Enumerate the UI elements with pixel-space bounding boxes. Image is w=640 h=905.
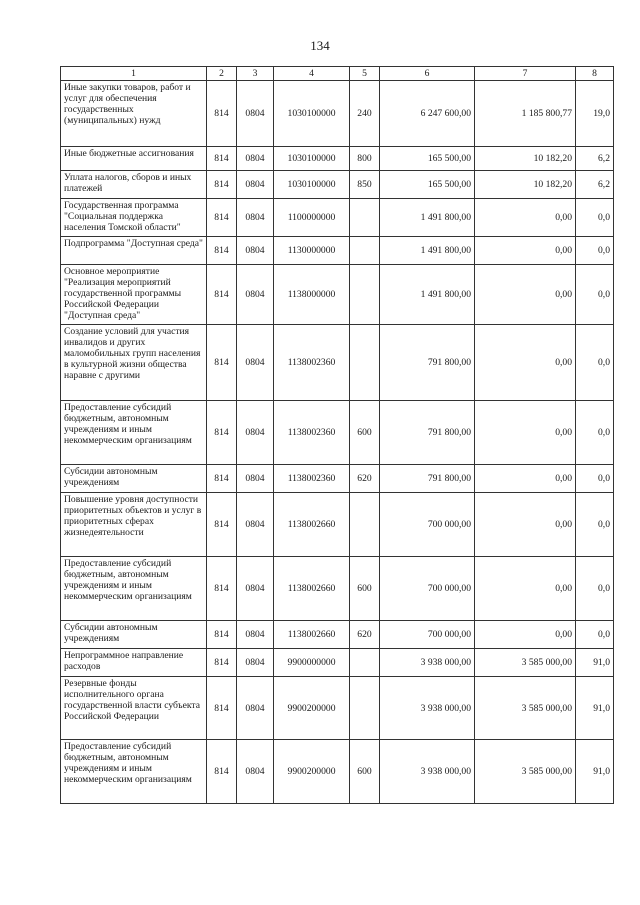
cell-col5 <box>350 493 380 557</box>
cell-col7: 10 182,20 <box>475 171 576 199</box>
cell-col7: 0,00 <box>475 199 576 237</box>
row-name: Субсидии автономным учреждениям <box>61 465 207 493</box>
cell-col8: 6,2 <box>576 171 614 199</box>
cell-col8: 0,0 <box>576 557 614 621</box>
cell-col3: 0804 <box>237 493 274 557</box>
cell-col2: 814 <box>207 677 237 740</box>
cell-col4: 1138002660 <box>274 557 350 621</box>
cell-col5: 620 <box>350 621 380 649</box>
cell-col3: 0804 <box>237 81 274 147</box>
cell-col5 <box>350 237 380 265</box>
cell-col5: 240 <box>350 81 380 147</box>
cell-col4: 1030100000 <box>274 147 350 171</box>
cell-col4: 1100000000 <box>274 199 350 237</box>
cell-col5: 800 <box>350 147 380 171</box>
row-name: Повышение уровня доступности приоритетных объектов и услуг в приоритетных сферах жизнедеятельности <box>61 493 207 557</box>
row-name: Резервные фонды исполнительного органа государственной власти субъекта Российской Федерации <box>61 677 207 740</box>
cell-col3: 0804 <box>237 265 274 325</box>
cell-col7: 3 585 000,00 <box>475 677 576 740</box>
table-row <box>61 171 614 199</box>
cell-col8: 6,2 <box>576 147 614 171</box>
cell-col2: 814 <box>207 265 237 325</box>
cell-col2: 814 <box>207 171 237 199</box>
cell-col4: 9900200000 <box>274 740 350 804</box>
cell-col6: 700 000,00 <box>380 557 475 621</box>
cell-col2: 814 <box>207 465 237 493</box>
table-row <box>61 265 614 325</box>
cell-col3: 0804 <box>237 171 274 199</box>
cell-col5: 600 <box>350 557 380 621</box>
table-row <box>61 237 614 265</box>
cell-col4: 1130000000 <box>274 237 350 265</box>
cell-col3: 0804 <box>237 199 274 237</box>
cell-col8: 0,0 <box>576 265 614 325</box>
cell-col4: 9900200000 <box>274 677 350 740</box>
table-row <box>61 465 614 493</box>
table-row <box>61 740 614 804</box>
row-name: Иные бюджетные ассигнования <box>61 147 207 171</box>
cell-col6: 700 000,00 <box>380 621 475 649</box>
cell-col3: 0804 <box>237 401 274 465</box>
table-body <box>61 81 614 804</box>
cell-col2: 814 <box>207 237 237 265</box>
cell-col6: 1 491 800,00 <box>380 199 475 237</box>
cell-col2: 814 <box>207 493 237 557</box>
cell-col5: 620 <box>350 465 380 493</box>
cell-col7: 0,00 <box>475 557 576 621</box>
column-header: 3 <box>237 67 274 81</box>
cell-col2: 814 <box>207 649 237 677</box>
cell-col2: 814 <box>207 199 237 237</box>
table-row <box>61 677 614 740</box>
cell-col4: 9900000000 <box>274 649 350 677</box>
cell-col6: 1 491 800,00 <box>380 265 475 325</box>
cell-col2: 814 <box>207 325 237 401</box>
column-header: 6 <box>380 67 475 81</box>
cell-col5 <box>350 265 380 325</box>
row-name: Предоставление субсидий бюджетным, автономным учреждениям и иным некоммерческим организациям <box>61 401 207 465</box>
row-name: Предоставление субсидий бюджетным, автономным учреждениям и иным некоммерческим организациям <box>61 740 207 804</box>
column-header: 1 <box>61 67 207 81</box>
row-name: Уплата налогов, сборов и иных платежей <box>61 171 207 199</box>
row-name: Предоставление субсидий бюджетным, автономным учреждениям и иным некоммерческим организациям <box>61 557 207 621</box>
cell-col2: 814 <box>207 740 237 804</box>
table-row <box>61 493 614 557</box>
cell-col5 <box>350 199 380 237</box>
cell-col2: 814 <box>207 81 237 147</box>
cell-col4: 1138002660 <box>274 493 350 557</box>
cell-col7: 1 185 800,77 <box>475 81 576 147</box>
cell-col6: 700 000,00 <box>380 493 475 557</box>
cell-col4: 1138002360 <box>274 465 350 493</box>
column-header: 7 <box>475 67 576 81</box>
cell-col3: 0804 <box>237 557 274 621</box>
row-name: Основное мероприятие "Реализация мероприятий государственной программы Российской Федерации "Доступная среда" <box>61 265 207 325</box>
cell-col5 <box>350 325 380 401</box>
cell-col5: 600 <box>350 401 380 465</box>
table-row <box>61 401 614 465</box>
cell-col5: 850 <box>350 171 380 199</box>
page-number: 134 <box>310 38 330 53</box>
cell-col7: 0,00 <box>475 621 576 649</box>
cell-col4: 1138002360 <box>274 401 350 465</box>
table-row <box>61 81 614 147</box>
column-header: 8 <box>576 67 614 81</box>
cell-col6: 165 500,00 <box>380 147 475 171</box>
row-name: Субсидии автономным учреждениям <box>61 621 207 649</box>
cell-col6: 791 800,00 <box>380 401 475 465</box>
row-name: Иные закупки товаров, работ и услуг для обеспечения государственных (муниципальных) нужд <box>61 81 207 147</box>
cell-col8: 91,0 <box>576 677 614 740</box>
row-name: Непрограммное направление расходов <box>61 649 207 677</box>
cell-col6: 791 800,00 <box>380 325 475 401</box>
cell-col7: 0,00 <box>475 401 576 465</box>
cell-col3: 0804 <box>237 237 274 265</box>
cell-col2: 814 <box>207 621 237 649</box>
table-row <box>61 147 614 171</box>
cell-col3: 0804 <box>237 740 274 804</box>
cell-col2: 814 <box>207 147 237 171</box>
table-row <box>61 621 614 649</box>
cell-col3: 0804 <box>237 649 274 677</box>
cell-col5 <box>350 677 380 740</box>
row-name: Создание условий для участия инвалидов и других маломобильных групп населения в культурной жизни общества наравне с другими <box>61 325 207 401</box>
table-row <box>61 199 614 237</box>
column-header: 2 <box>207 67 237 81</box>
cell-col4: 1138002360 <box>274 325 350 401</box>
table-row <box>61 557 614 621</box>
cell-col5 <box>350 649 380 677</box>
cell-col7: 0,00 <box>475 493 576 557</box>
column-header: 4 <box>274 67 350 81</box>
cell-col4: 1138002660 <box>274 621 350 649</box>
cell-col3: 0804 <box>237 621 274 649</box>
cell-col6: 3 938 000,00 <box>380 740 475 804</box>
cell-col8: 0,0 <box>576 493 614 557</box>
row-name: Подпрограмма "Доступная среда" <box>61 237 207 265</box>
cell-col7: 3 585 000,00 <box>475 740 576 804</box>
cell-col3: 0804 <box>237 677 274 740</box>
cell-col8: 91,0 <box>576 740 614 804</box>
cell-col5: 600 <box>350 740 380 804</box>
cell-col8: 0,0 <box>576 401 614 465</box>
cell-col7: 10 182,20 <box>475 147 576 171</box>
cell-col2: 814 <box>207 557 237 621</box>
cell-col7: 0,00 <box>475 325 576 401</box>
cell-col4: 1030100000 <box>274 171 350 199</box>
row-name: Государственная программа "Социальная поддержка населения Томской области" <box>61 199 207 237</box>
table-row <box>61 649 614 677</box>
cell-col8: 0,0 <box>576 325 614 401</box>
cell-col7: 0,00 <box>475 465 576 493</box>
cell-col8: 0,0 <box>576 237 614 265</box>
cell-col6: 6 247 600,00 <box>380 81 475 147</box>
cell-col3: 0804 <box>237 465 274 493</box>
cell-col3: 0804 <box>237 325 274 401</box>
column-header: 5 <box>350 67 380 81</box>
cell-col4: 1030100000 <box>274 81 350 147</box>
cell-col8: 19,0 <box>576 81 614 147</box>
cell-col7: 0,00 <box>475 265 576 325</box>
cell-col7: 0,00 <box>475 237 576 265</box>
cell-col2: 814 <box>207 401 237 465</box>
cell-col8: 0,0 <box>576 621 614 649</box>
cell-col6: 791 800,00 <box>380 465 475 493</box>
budget-table <box>60 66 614 804</box>
table-header-row <box>61 67 614 81</box>
cell-col4: 1138000000 <box>274 265 350 325</box>
cell-col6: 3 938 000,00 <box>380 649 475 677</box>
cell-col6: 3 938 000,00 <box>380 677 475 740</box>
cell-col7: 3 585 000,00 <box>475 649 576 677</box>
table-row <box>61 325 614 401</box>
cell-col8: 91,0 <box>576 649 614 677</box>
cell-col8: 0,0 <box>576 199 614 237</box>
cell-col3: 0804 <box>237 147 274 171</box>
cell-col6: 1 491 800,00 <box>380 237 475 265</box>
cell-col6: 165 500,00 <box>380 171 475 199</box>
cell-col8: 0,0 <box>576 465 614 493</box>
